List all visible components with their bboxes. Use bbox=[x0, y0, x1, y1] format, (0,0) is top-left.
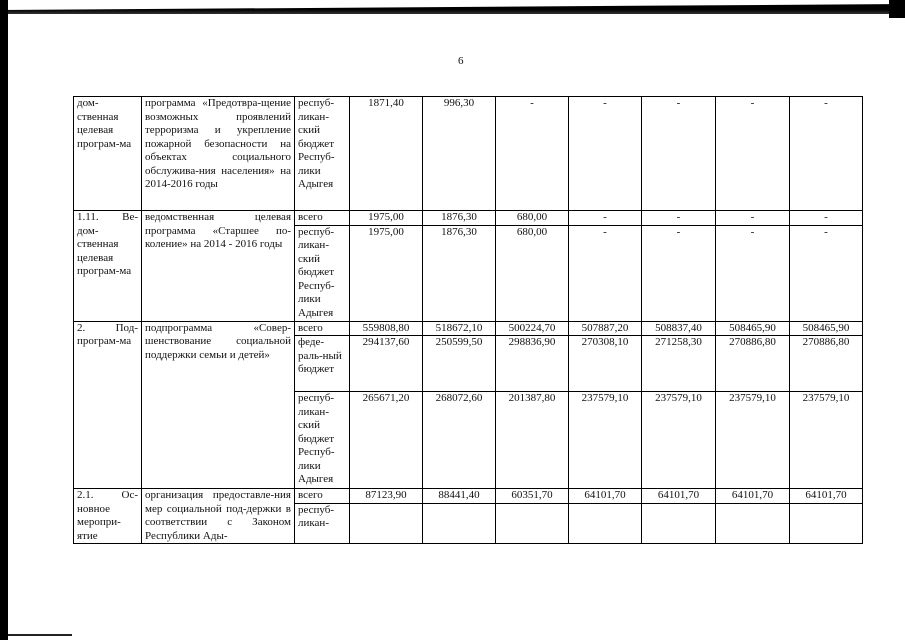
value-cell: 88441,40 bbox=[423, 489, 496, 504]
funding-source: феде-раль-ный бюджет bbox=[295, 336, 350, 392]
value-cell: 64101,70 bbox=[790, 489, 863, 504]
value-cell: 508465,90 bbox=[716, 321, 790, 336]
value-cell bbox=[790, 503, 863, 543]
value-cell: - bbox=[716, 97, 790, 211]
value-cell: 298836,90 bbox=[496, 336, 569, 392]
value-cell: 270886,80 bbox=[790, 336, 863, 392]
row-name: 1.11. Ве-дом-ственная целевая програм-ма bbox=[74, 211, 142, 322]
value-cell: 64101,70 bbox=[569, 489, 642, 504]
value-cell: 996,30 bbox=[423, 97, 496, 211]
value-cell: 680,00 bbox=[496, 211, 569, 226]
row-name: 2.1. Ос-новное меропри-ятие bbox=[74, 489, 142, 544]
value-cell: 1975,00 bbox=[350, 211, 423, 226]
value-cell: - bbox=[642, 97, 716, 211]
value-cell: - bbox=[569, 225, 642, 321]
value-cell bbox=[496, 503, 569, 543]
value-cell: - bbox=[569, 211, 642, 226]
program-title: подпрограмма «Совер-шенствование социальной поддержки семьи и детей» bbox=[142, 321, 295, 489]
value-cell: 271258,30 bbox=[642, 336, 716, 392]
value-cell: 507887,20 bbox=[569, 321, 642, 336]
scan-edge-top bbox=[0, 0, 905, 14]
value-cell: - bbox=[642, 225, 716, 321]
table-row bbox=[74, 489, 863, 504]
value-cell: 250599,50 bbox=[423, 336, 496, 392]
value-cell: - bbox=[716, 211, 790, 226]
value-cell: 1871,40 bbox=[350, 97, 423, 211]
value-cell: 680,00 bbox=[496, 225, 569, 321]
value-cell: - bbox=[790, 211, 863, 226]
value-cell: - bbox=[642, 211, 716, 226]
value-cell: 60351,70 bbox=[496, 489, 569, 504]
funding-source: респуб-ликан-ский бюджет Респуб-лики Адыгея bbox=[295, 392, 350, 489]
program-title: организация предоставле-ния мер социальной под-держки в соответствии с Законом Республики Ады- bbox=[142, 489, 295, 544]
funding-source: респуб-ликан- bbox=[295, 503, 350, 543]
value-cell: 268072,60 bbox=[423, 392, 496, 489]
value-cell: 500224,70 bbox=[496, 321, 569, 336]
value-cell: 1975,00 bbox=[350, 225, 423, 321]
funding-source: респуб-ликан-ский бюджет Респуб-лики Адыгея bbox=[295, 225, 350, 321]
value-cell: 64101,70 bbox=[716, 489, 790, 504]
scan-edge-left bbox=[0, 0, 8, 640]
table-row bbox=[74, 97, 863, 211]
value-cell bbox=[350, 503, 423, 543]
budget-table bbox=[73, 96, 863, 544]
value-cell: - bbox=[790, 97, 863, 211]
table-row bbox=[74, 211, 863, 226]
value-cell: - bbox=[569, 97, 642, 211]
value-cell: 1876,30 bbox=[423, 225, 496, 321]
table-row bbox=[74, 321, 863, 336]
value-cell: 508465,90 bbox=[790, 321, 863, 336]
value-cell: 237579,10 bbox=[790, 392, 863, 489]
value-cell: 270886,80 bbox=[716, 336, 790, 392]
funding-source: всего bbox=[295, 321, 350, 336]
value-cell: 265671,20 bbox=[350, 392, 423, 489]
value-cell: 64101,70 bbox=[642, 489, 716, 504]
value-cell: - bbox=[716, 225, 790, 321]
program-title: ведомственная целевая программа «Старшее по-коление» на 2014 - 2016 годы bbox=[142, 211, 295, 322]
scan-edge-right bbox=[889, 0, 905, 18]
row-name: 2. Под-програм-ма bbox=[74, 321, 142, 489]
value-cell: 270308,10 bbox=[569, 336, 642, 392]
scan-mark-bottom bbox=[8, 634, 72, 636]
value-cell bbox=[716, 503, 790, 543]
funding-source: всего bbox=[295, 489, 350, 504]
value-cell: 237579,10 bbox=[642, 392, 716, 489]
page-number: 6 bbox=[458, 55, 464, 67]
value-cell: 201387,80 bbox=[496, 392, 569, 489]
funding-source: респуб-ликан-ский бюджет Респуб-лики Адыгея bbox=[295, 97, 350, 211]
value-cell: - bbox=[790, 225, 863, 321]
value-cell: 559808,80 bbox=[350, 321, 423, 336]
value-cell: 1876,30 bbox=[423, 211, 496, 226]
value-cell: 237579,10 bbox=[569, 392, 642, 489]
value-cell: 508837,40 bbox=[642, 321, 716, 336]
value-cell: 294137,60 bbox=[350, 336, 423, 392]
value-cell bbox=[569, 503, 642, 543]
funding-source: всего bbox=[295, 211, 350, 226]
value-cell: 237579,10 bbox=[716, 392, 790, 489]
value-cell: 87123,90 bbox=[350, 489, 423, 504]
value-cell bbox=[423, 503, 496, 543]
value-cell: 518672,10 bbox=[423, 321, 496, 336]
row-name: дом-ственная целевая програм-ма bbox=[74, 97, 142, 211]
program-title: программа «Предотвра-щение возможных проявлений терроризма и укрепление пожарной безопасности на объектах социального обслужива-ния населения» на 2014-2016 годы bbox=[142, 97, 295, 211]
value-cell bbox=[642, 503, 716, 543]
value-cell: - bbox=[496, 97, 569, 211]
